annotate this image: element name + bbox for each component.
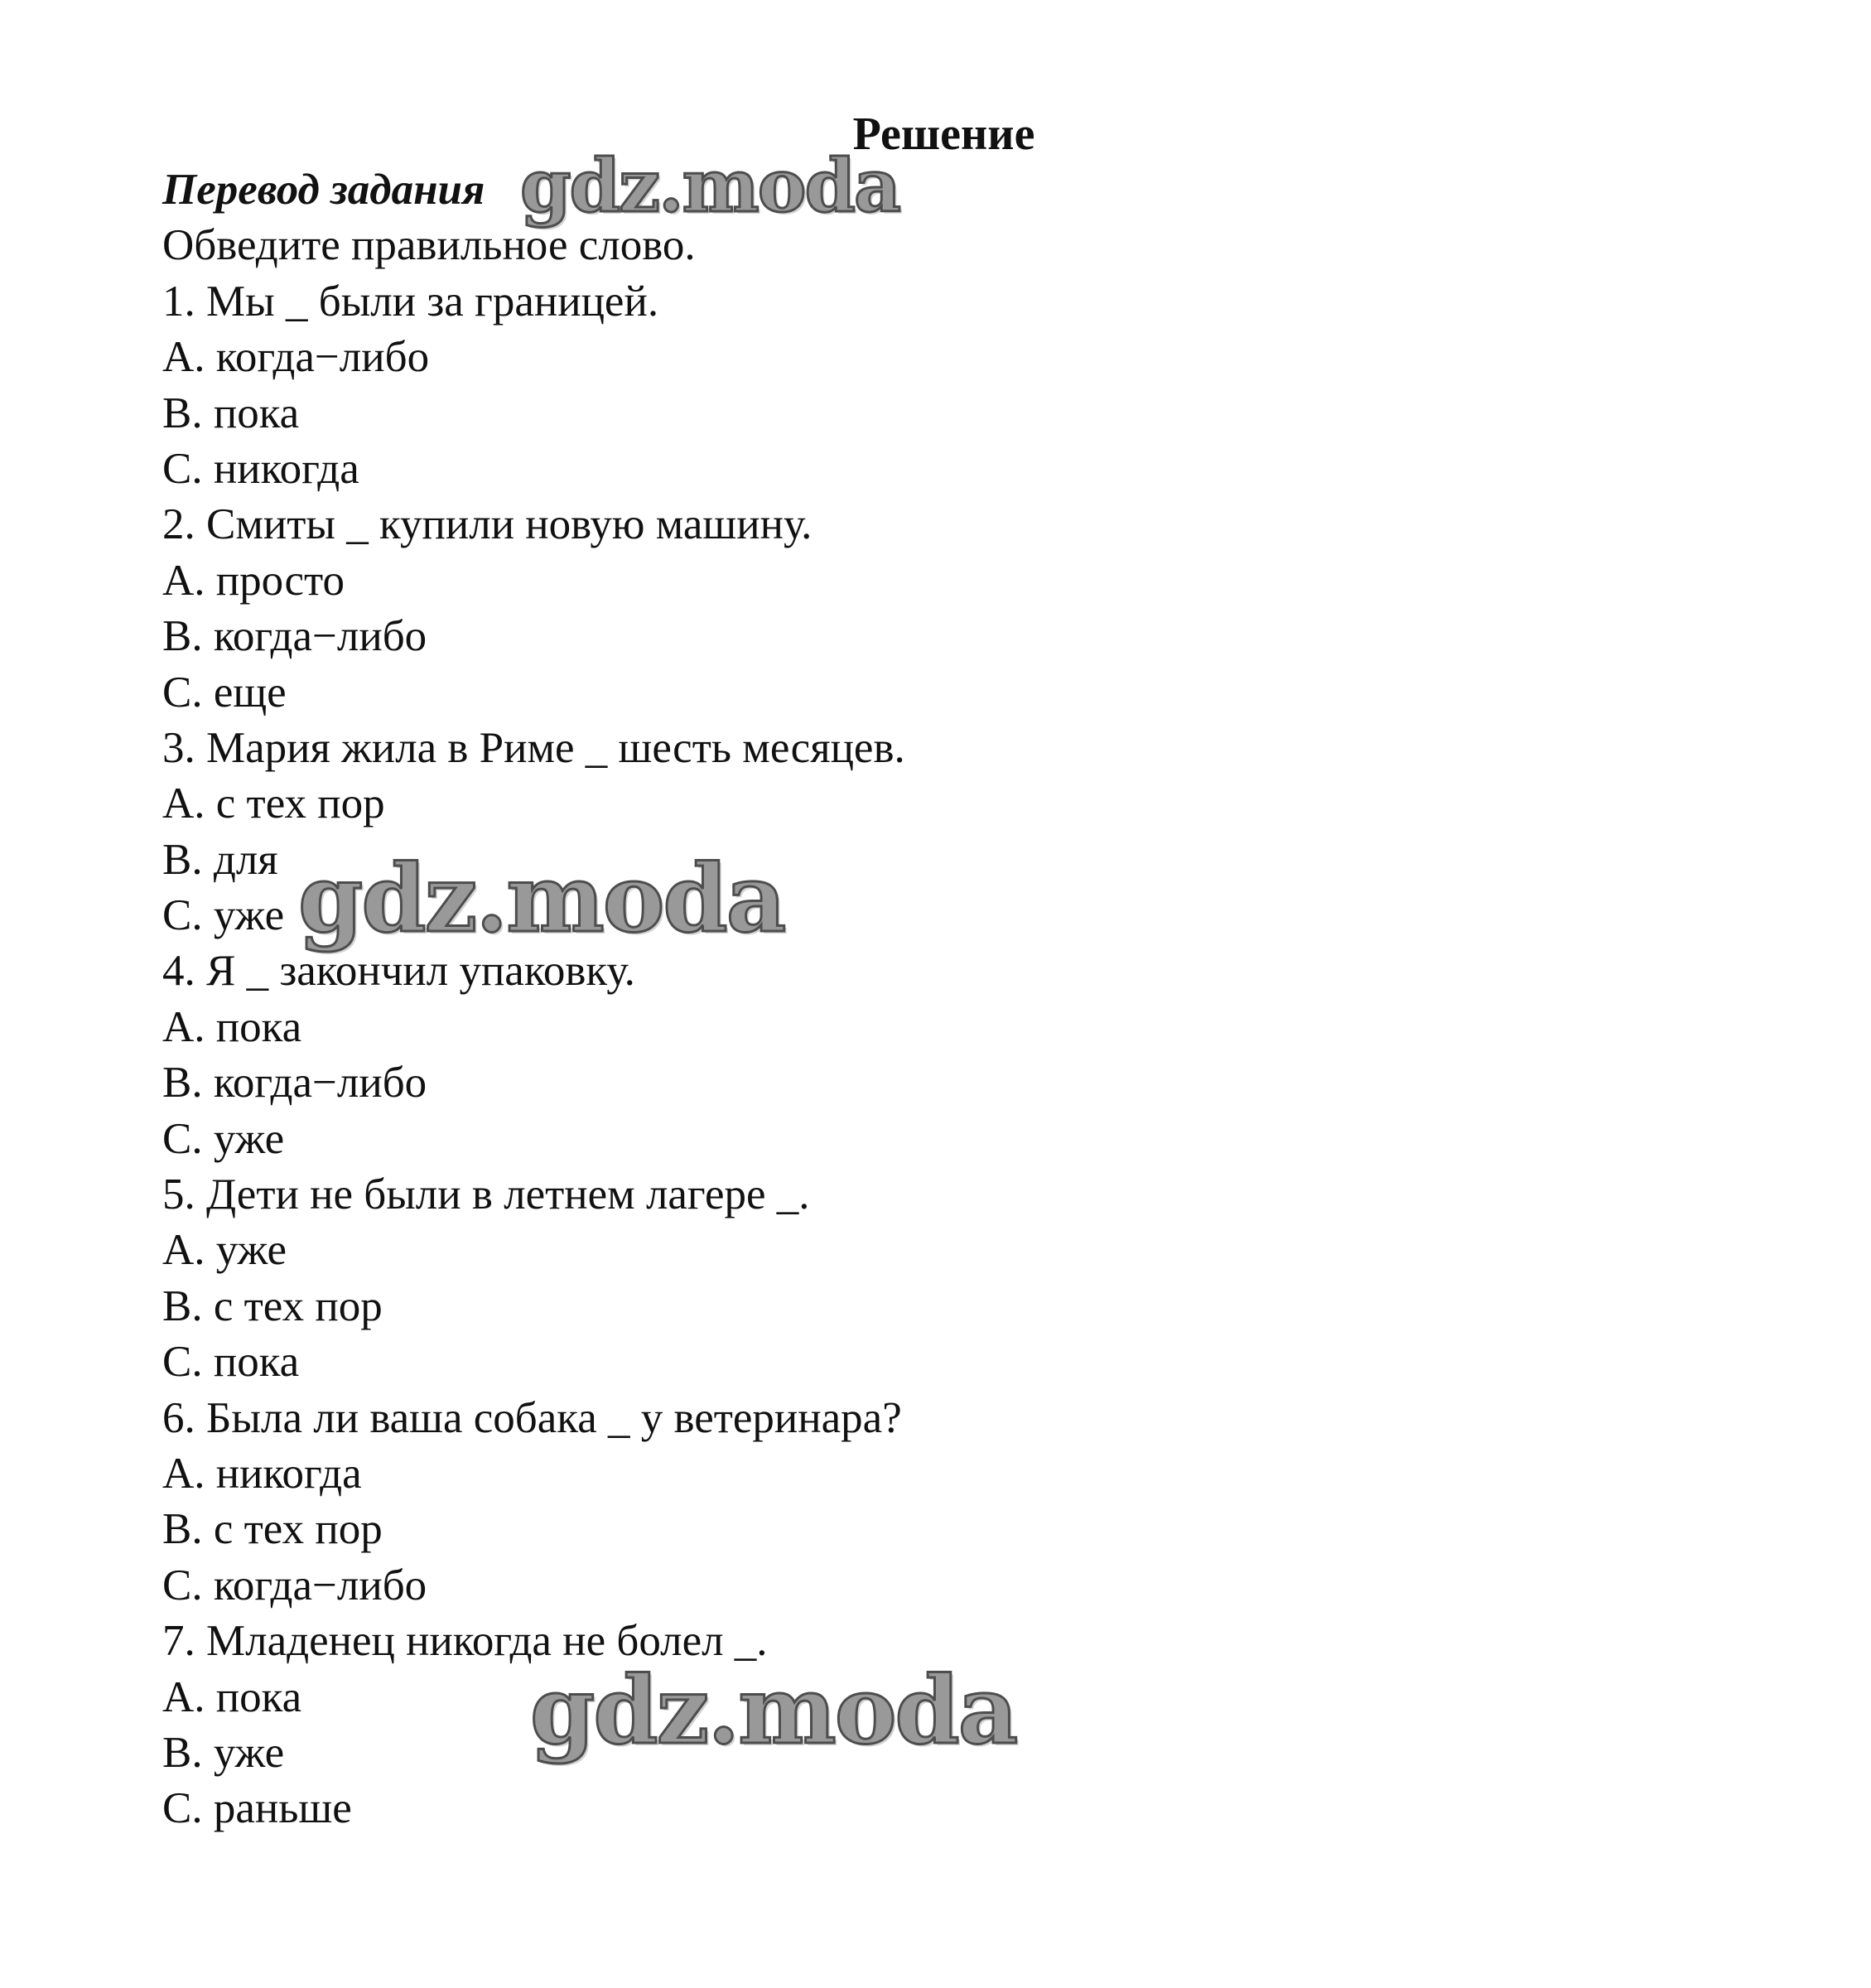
question-4: 4. Я _ закончил упаковку. [162, 947, 635, 996]
question-7: 7. Младенец никогда не болел _. [162, 1617, 768, 1666]
watermark-top: gdz.moda [520, 142, 900, 229]
option-3a: A. с тех пор [162, 779, 385, 828]
option-4a: A. пока [162, 1002, 302, 1051]
question-5: 5. Дети не были в летнем лагере _. [162, 1170, 810, 1219]
option-1b: B. пока [162, 388, 300, 437]
watermark-bottom: gdz.moda [530, 1657, 1017, 1765]
option-6b: B. с тех пор [162, 1505, 383, 1554]
watermark-middle: gdz.moda [298, 845, 785, 953]
option-5c: C. пока [162, 1338, 300, 1387]
document-body [162, 162, 1736, 1837]
option-7c: C. раньше [162, 1784, 352, 1833]
option-2c: C. еще [162, 668, 287, 717]
option-3b: B. для [162, 835, 278, 884]
question-6: 6. Была ли ваша собака _ у ветеринара? [162, 1393, 902, 1442]
option-6c: C. когда−либо [162, 1561, 427, 1609]
page-title-text: Решение [852, 109, 1035, 160]
question-3: 3. Мария жила в Риме _ шесть месяцев. [162, 723, 905, 772]
task-translation-heading: Перевод задания [162, 166, 485, 214]
option-5b: B. с тех пор [162, 1281, 383, 1330]
page-title [0, 106, 1871, 162]
option-7a: A. пока [162, 1672, 302, 1721]
option-4b: B. когда−либо [162, 1059, 427, 1107]
option-7b: B. уже [162, 1728, 285, 1777]
question-2: 2. Смиты _ купили новую машину. [162, 500, 813, 549]
question-1: 1. Мы _ были за границей. [162, 277, 659, 326]
option-1a: A. когда−либо [162, 333, 430, 382]
option-5a: A. уже [162, 1226, 287, 1275]
option-2b: B. когда−либо [162, 612, 427, 661]
option-3c: C. уже [162, 891, 285, 940]
option-2a: A. просто [162, 556, 345, 605]
option-4c: C. уже [162, 1114, 285, 1163]
option-6a: A. никогда [162, 1449, 362, 1498]
option-1c: C. никогда [162, 444, 359, 493]
instruction-text: Обведите правильное слово. [162, 221, 696, 270]
